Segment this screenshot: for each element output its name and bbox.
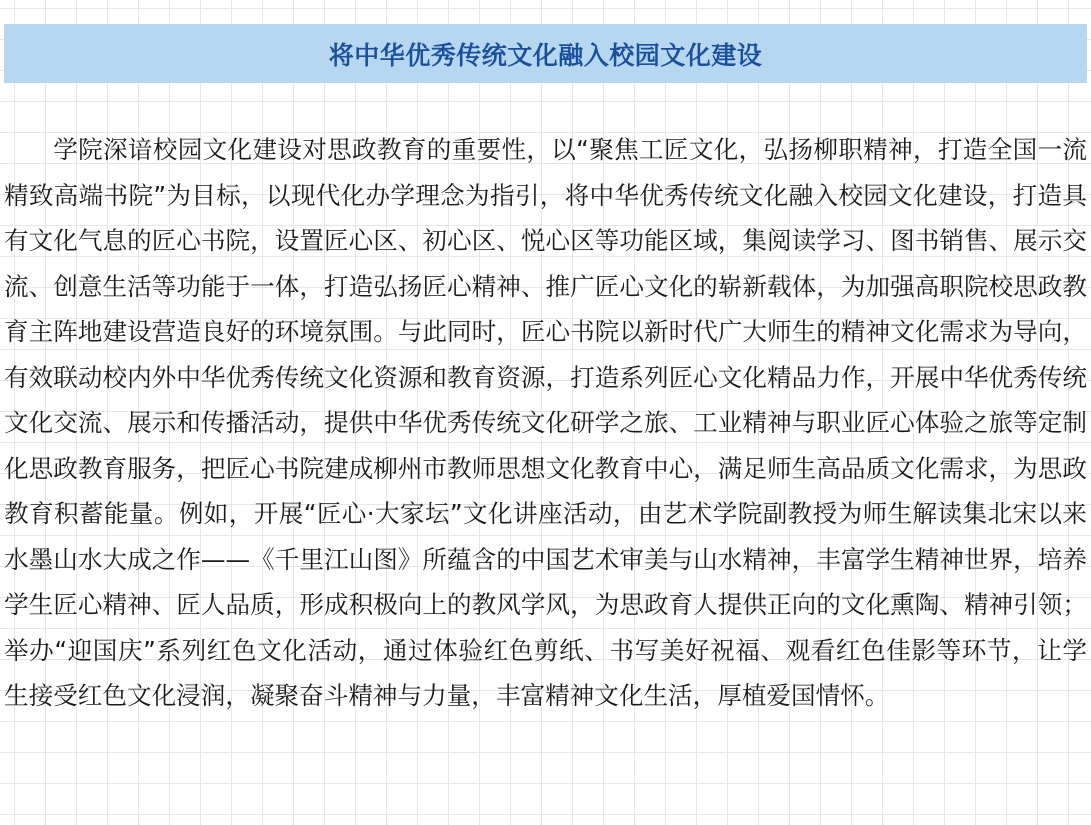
article-title: 将中华优秀传统文化融入校园文化建设: [328, 40, 763, 70]
article-body-paragraph: 学院深谙校园文化建设对思政教育的重要性，以“聚焦工匠文化，弘扬柳职精神，打造全国一流精致高端书院”为目标，以现代化办学理念为指引，将中华优秀传统文化融入校园文化建设，打造具有文化气息的匠心书院，设置匠心区、初心区、悦心区等功能区域，集阅读学习、图书销售、展示交流、创意生活等功能于一体，打造弘扬匠心精神、推广匠心文化的崭新载体，为加强高职院校思政教育主阵地建设营造良好的环境氛围。与此同时，匠心书院以新时代广大师生的精神文化需求为导向，有效联动校内外中华优秀传统文化资源和教育资源，打造系列匠心文化精品力作，开展中华优秀传统文化交流、展示和传播活动，提供中华优秀传统文化研学之旅、工业精神与职业匠心体验之旅等定制化思政教育服务，把匠心书院建成柳州市教师思想文化教育中心，满足师生高品质文化需求，为思政教育积蓄能量。例如，开展“匠心·大家坛”文化讲座活动，由艺术学院副教授为师生解读集北宋以来水墨山水大成之作——《千里江山图》所蕴含的中国艺术审美与山水精神，丰富学生精神世界，培养学生匠心精神、匠人品质，形成积极向上的教风学风，为思政育人提供正向的文化熏陶、精神引领；举办“迎国庆”系列红色文化活动，通过体验红色剪纸、书写美好祝福、观看红色佳影等环节，让学生接受红色文化浸润，凝聚奋斗精神与力量，丰富精神文化生活，厚植爱国情怀。: [4, 135, 1087, 710]
article-title-banner: [4, 24, 1087, 83]
